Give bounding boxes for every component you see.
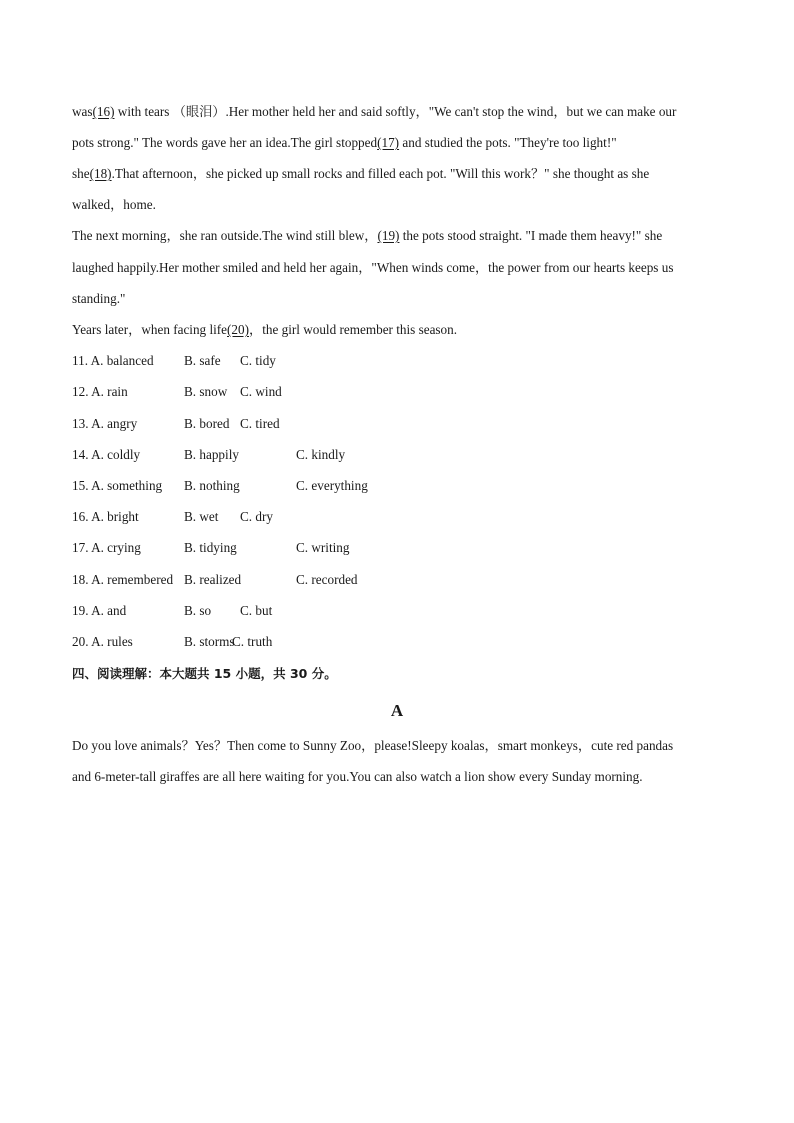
question-number: 17. [72,540,89,555]
option-a [72,383,128,401]
story-text: and studied the pots. "They're too light!" [399,135,617,150]
option-a-text: A. balanced [90,353,154,368]
story-line-8 [72,321,457,339]
option-c: C. but [240,603,273,618]
story-text: Years later，when facing life [72,322,228,337]
blank-20: (20) [227,322,250,337]
option-c: C. everything [296,478,368,493]
story-line-3 [72,165,649,183]
option-b: B. nothing [184,478,240,493]
question-number: 15. [72,478,89,493]
option-a-text: A. rain [91,384,128,399]
blank-19: (19) [377,228,400,243]
option-c: C. tidy [240,353,276,368]
passage-line-2: and 6-meter-tall giraffes are all here waiting for you.You can also watch a lion show every Sunday morning. [72,769,643,784]
story-line-5 [72,227,662,245]
blank-18: (18) [89,166,112,181]
story-text: .That afternoon，she picked up small rocks and filled each pot. "Will this work？" she thought as she [111,166,650,181]
story-line-4: walked，home. [72,197,156,212]
option-c: C. writing [296,540,350,555]
option-a [72,508,139,526]
option-a [72,415,137,433]
story-text: The next morning，she ran outside.The wind still blew， [72,228,378,243]
option-b: B. wet [184,509,219,524]
option-a [72,477,162,495]
option-b: B. snow [184,384,228,399]
option-c: C. wind [240,384,282,399]
option-c: C. kindly [296,447,346,462]
option-a-text: A. rules [91,634,133,649]
question-number: 13. [72,416,89,431]
option-a-text: A. and [91,603,127,618]
option-a-text: A. coldly [91,447,141,462]
story-line-2 [72,134,617,152]
question-number: 16. [72,509,89,524]
option-a-text: A. angry [91,416,138,431]
option-a-text: A. bright [91,509,139,524]
story-line-7: standing." [72,291,126,306]
option-a-text: A. something [91,478,163,493]
option-b: B. bored [184,416,230,431]
story-line-6: laughed happily.Her mother smiled and held her again，"When winds come，the power from our hearts keeps us [72,260,674,275]
option-a [72,352,154,370]
story-text: was [72,104,93,119]
section-heading: 四、阅读理解：本大题共 15 小题，共 30 分。 [72,666,337,681]
option-a [72,602,126,620]
option-a [72,571,173,589]
story-text: she [72,166,90,181]
option-a [72,633,133,651]
option-c: C. tired [240,416,280,431]
option-b: B. so [184,603,212,618]
option-c: C. truth [232,634,273,649]
option-a [72,539,141,557]
story-text: pots strong." The words gave her an idea.The girl stopped [72,135,378,150]
option-c: C. dry [240,509,273,524]
passage-line-1: Do you love animals？Yes？Then come to Sunny Zoo，please!Sleepy koalas，smart monkeys，cute red pandas [72,738,674,753]
option-b: B. tidying [184,540,237,555]
option-a-text: A. crying [91,540,141,555]
question-number: 12. [72,384,89,399]
question-number: 19. [72,603,89,618]
option-b: B. storms [184,634,235,649]
question-number: 11. [72,353,88,368]
question-number: 18. [72,572,89,587]
passage-letter: A [390,701,404,720]
option-b: B. realized [184,572,242,587]
story-text: with tears （眼泪）.Her mother held her and said softly，"We can't stop the wind，but we can make our [114,104,677,119]
option-b: B. happily [184,447,239,462]
option-a [72,446,140,464]
option-a-text: A. remembered [91,572,174,587]
blank-17: (17) [377,135,400,150]
option-c: C. recorded [296,572,358,587]
story-line-1 [72,103,676,121]
question-number: 14. [72,447,89,462]
story-text: ，the girl would remember this season. [249,322,458,337]
question-number: 20. [72,634,89,649]
blank-16: (16) [92,104,115,119]
option-b: B. safe [184,353,221,368]
story-text: the pots stood straight. "I made them heavy!" she [399,228,663,243]
